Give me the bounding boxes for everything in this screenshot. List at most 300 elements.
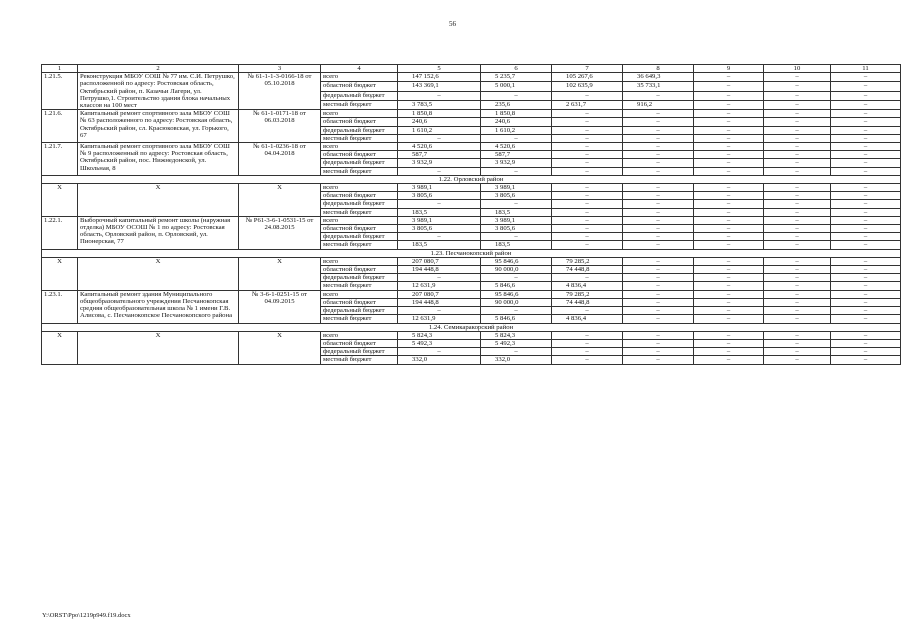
amount-cell: 36 649,3 — [623, 73, 694, 82]
amount-cell: – — [764, 73, 831, 82]
amount-cell: – — [623, 339, 694, 347]
amount-cell: – — [764, 143, 831, 151]
amount-cell: – — [552, 200, 623, 208]
amount-cell: 74 448,8 — [552, 266, 623, 274]
amount-cell: – — [831, 266, 901, 274]
amount-cell: – — [623, 151, 694, 159]
amount-cell: – — [831, 208, 901, 216]
funding-source-label: местный бюджет — [321, 356, 398, 364]
funding-source-label: областной бюджет — [321, 151, 398, 159]
section-title: 1.24. Семикаракорский район — [42, 323, 901, 331]
amount-cell: – — [623, 216, 694, 224]
amount-cell: 5 824,3 — [398, 331, 481, 339]
amount-cell: – — [623, 274, 694, 282]
funding-source-label: всего — [321, 216, 398, 224]
amount-cell: 332,0 — [398, 356, 481, 364]
amount-cell: – — [694, 356, 764, 364]
amount-cell: – — [831, 282, 901, 290]
amount-cell: – — [552, 339, 623, 347]
amount-cell: – — [764, 241, 831, 249]
amount-cell: – — [552, 159, 623, 167]
funding-source-label: местный бюджет — [321, 282, 398, 290]
amount-cell: – — [764, 126, 831, 134]
amount-cell: 207 080,7 — [398, 257, 481, 265]
funding-source-label: областной бюджет — [321, 118, 398, 126]
amount-cell: – — [764, 266, 831, 274]
amount-cell: – — [764, 233, 831, 241]
amount-cell: – — [694, 143, 764, 151]
table-row — [42, 216, 901, 224]
amount-cell: – — [694, 126, 764, 134]
amount-cell: – — [623, 356, 694, 364]
amount-cell: – — [831, 225, 901, 233]
amount-cell: – — [552, 192, 623, 200]
amount-cell: – — [552, 307, 623, 315]
amount-cell: – — [623, 298, 694, 306]
amount-cell: – — [481, 134, 552, 142]
funding-source-label: областной бюджет — [321, 192, 398, 200]
amount-cell: – — [831, 82, 901, 91]
funding-source-label: местный бюджет — [321, 134, 398, 142]
table-row — [42, 110, 901, 118]
amount-cell: – — [694, 266, 764, 274]
amount-cell: – — [764, 134, 831, 142]
amount-cell: – — [552, 151, 623, 159]
amount-cell: – — [623, 307, 694, 315]
amount-cell: – — [764, 290, 831, 298]
amount-cell: – — [552, 143, 623, 151]
amount-cell: – — [831, 192, 901, 200]
column-number-cell: 11 — [831, 65, 901, 73]
item-number: 1.21.6. — [42, 110, 78, 143]
expertise-conclusion: X — [239, 184, 321, 217]
amount-cell: 1 850,8 — [481, 110, 552, 118]
amount-cell: 1 850,8 — [398, 110, 481, 118]
amount-cell: – — [694, 151, 764, 159]
funding-source-label: всего — [321, 143, 398, 151]
amount-cell: 183,5 — [398, 208, 481, 216]
object-name: Капитальный ремонт здания Муниципального общеобразовательного учреждения Песчанокопская средняя общеобразовательная школа № 1 имени Г.В. Алисова, с. Песчанокопское Песчанокопского района — [78, 290, 239, 323]
funding-source-label: областной бюджет — [321, 298, 398, 306]
amount-cell: – — [831, 118, 901, 126]
amount-cell: – — [831, 307, 901, 315]
amount-cell: – — [831, 241, 901, 249]
amount-cell: 143 369,1 — [398, 82, 481, 91]
column-number-cell: 4 — [321, 65, 398, 73]
funding-source-label: всего — [321, 73, 398, 82]
amount-cell: 90 000,0 — [481, 298, 552, 306]
amount-cell: – — [831, 356, 901, 364]
amount-cell: – — [764, 216, 831, 224]
table-row — [42, 73, 901, 82]
amount-cell: – — [552, 126, 623, 134]
amount-cell: 105 267,6 — [552, 73, 623, 82]
amount-cell: – — [623, 118, 694, 126]
amount-cell: – — [552, 208, 623, 216]
financing-table — [41, 64, 901, 365]
amount-cell: 3 805,6 — [398, 225, 481, 233]
table-row — [42, 331, 901, 339]
amount-cell: 207 080,7 — [398, 290, 481, 298]
amount-cell: – — [694, 91, 764, 100]
amount-cell: – — [694, 315, 764, 323]
amount-cell: – — [623, 266, 694, 274]
amount-cell: – — [398, 167, 481, 175]
amount-cell: – — [552, 233, 623, 241]
funding-source-label: федеральный бюджет — [321, 274, 398, 282]
amount-cell: 587,7 — [398, 151, 481, 159]
amount-cell: – — [552, 110, 623, 118]
amount-cell: – — [481, 307, 552, 315]
amount-cell: – — [764, 257, 831, 265]
funding-source-label: всего — [321, 257, 398, 265]
expertise-conclusion: X — [239, 257, 321, 290]
amount-cell: – — [831, 298, 901, 306]
amount-cell: – — [831, 339, 901, 347]
amount-cell: – — [831, 134, 901, 142]
amount-cell: – — [764, 167, 831, 175]
amount-cell: – — [764, 151, 831, 159]
object-name: X — [78, 257, 239, 290]
amount-cell: – — [831, 274, 901, 282]
funding-source-label: местный бюджет — [321, 167, 398, 175]
section-title: 1.23. Песчанокопский район — [42, 249, 901, 257]
expertise-conclusion: № 61-1-0236-18 от 04.04.2018 — [239, 143, 321, 176]
amount-cell: 332,0 — [481, 356, 552, 364]
amount-cell: – — [831, 159, 901, 167]
amount-cell: – — [623, 192, 694, 200]
amount-cell: 4 520,6 — [398, 143, 481, 151]
amount-cell: – — [694, 233, 764, 241]
funding-source-label: областной бюджет — [321, 82, 398, 91]
amount-cell: 183,5 — [481, 208, 552, 216]
amount-cell: – — [398, 307, 481, 315]
amount-cell: 3 805,6 — [398, 192, 481, 200]
amount-cell: – — [831, 110, 901, 118]
amount-cell: – — [831, 216, 901, 224]
item-number: X — [42, 184, 78, 217]
amount-cell: – — [764, 100, 831, 109]
funding-source-label: местный бюджет — [321, 241, 398, 249]
amount-cell: – — [552, 348, 623, 356]
section-header-row — [42, 175, 901, 183]
amount-cell: – — [623, 184, 694, 192]
amount-cell: 4 520,6 — [481, 143, 552, 151]
amount-cell: – — [481, 274, 552, 282]
column-number-cell: 10 — [764, 65, 831, 73]
amount-cell: 79 285,2 — [552, 257, 623, 265]
amount-cell: – — [764, 225, 831, 233]
funding-source-label: федеральный бюджет — [321, 233, 398, 241]
amount-cell: – — [764, 348, 831, 356]
object-name: Реконструкция МБОУ СОШ № 77 им. С.И. Петрушко, расположенной по адресу: Ростовская область, Октябрьский район, п. Казачьи Лагери, ул. Петрушко,1. Строительство здания блока начальных классов на 100 мест — [78, 73, 239, 110]
amount-cell: – — [831, 126, 901, 134]
object-name: Капитальный ремонт спортивного зала МБОУ СОШ № 9 расположенный по адресу: Ростовская область, Октябрьский район, пос. Нижнедонской, ул. Школьная, 8 — [78, 143, 239, 176]
amount-cell: – — [694, 159, 764, 167]
column-number-cell: 7 — [552, 65, 623, 73]
amount-cell: 95 846,6 — [481, 290, 552, 298]
amount-cell: – — [623, 290, 694, 298]
funding-source-label: федеральный бюджет — [321, 126, 398, 134]
amount-cell: 3 805,6 — [481, 192, 552, 200]
amount-cell: – — [552, 225, 623, 233]
amount-cell: – — [623, 126, 694, 134]
amount-cell: 3 989,1 — [481, 184, 552, 192]
column-number-cell: 9 — [694, 65, 764, 73]
funding-source-label: федеральный бюджет — [321, 348, 398, 356]
amount-cell: – — [694, 82, 764, 91]
amount-cell: – — [481, 200, 552, 208]
funding-source-label: всего — [321, 184, 398, 192]
amount-cell: – — [623, 241, 694, 249]
amount-cell: – — [623, 159, 694, 167]
amount-cell: – — [764, 331, 831, 339]
amount-cell: – — [623, 348, 694, 356]
amount-cell: 5 000,1 — [481, 82, 552, 91]
amount-cell: 2 631,7 — [552, 100, 623, 109]
amount-cell: – — [831, 315, 901, 323]
amount-cell: – — [694, 100, 764, 109]
amount-cell: – — [764, 184, 831, 192]
amount-cell: – — [764, 356, 831, 364]
amount-cell: – — [764, 200, 831, 208]
amount-cell: – — [623, 331, 694, 339]
amount-cell: 916,2 — [623, 100, 694, 109]
amount-cell: 3 932,9 — [481, 159, 552, 167]
amount-cell: – — [764, 315, 831, 323]
amount-cell: – — [623, 208, 694, 216]
amount-cell: 3 989,1 — [481, 216, 552, 224]
amount-cell: – — [764, 118, 831, 126]
amount-cell: 1 610,2 — [481, 126, 552, 134]
amount-cell: – — [764, 208, 831, 216]
amount-cell: – — [398, 134, 481, 142]
amount-cell: – — [831, 184, 901, 192]
amount-cell: – — [831, 200, 901, 208]
amount-cell: – — [694, 307, 764, 315]
amount-cell: – — [398, 200, 481, 208]
amount-cell: 5 824,3 — [481, 331, 552, 339]
item-number: 1.21.7. — [42, 143, 78, 176]
expertise-conclusion: № 61-1-0171-18 от 06.03.2018 — [239, 110, 321, 143]
amount-cell: – — [552, 167, 623, 175]
amount-cell: – — [398, 348, 481, 356]
amount-cell: – — [623, 233, 694, 241]
amount-cell: – — [552, 356, 623, 364]
amount-cell: – — [764, 91, 831, 100]
amount-cell: 95 846,6 — [481, 257, 552, 265]
amount-cell: 4 836,4 — [552, 315, 623, 323]
amount-cell: – — [831, 331, 901, 339]
amount-cell: – — [831, 167, 901, 175]
amount-cell: 74 448,8 — [552, 298, 623, 306]
table-row — [42, 257, 901, 265]
amount-cell: – — [623, 200, 694, 208]
amount-cell: – — [831, 100, 901, 109]
expertise-conclusion: X — [239, 331, 321, 364]
funding-source-label: всего — [321, 331, 398, 339]
funding-source-label: федеральный бюджет — [321, 200, 398, 208]
expertise-conclusion: № 61-1-1-3-0166-18 от 05.10.2018 — [239, 73, 321, 110]
section-header-row — [42, 249, 901, 257]
amount-cell: 5 846,6 — [481, 315, 552, 323]
amount-cell: – — [694, 118, 764, 126]
amount-cell: – — [831, 151, 901, 159]
amount-cell: 3 932,9 — [398, 159, 481, 167]
column-number-cell: 8 — [623, 65, 694, 73]
amount-cell: – — [764, 274, 831, 282]
item-number: 1.21.5. — [42, 73, 78, 110]
amount-cell: 3 783,5 — [398, 100, 481, 109]
funding-source-label: местный бюджет — [321, 100, 398, 109]
amount-cell: – — [694, 134, 764, 142]
amount-cell: – — [831, 290, 901, 298]
amount-cell: – — [694, 110, 764, 118]
amount-cell: – — [764, 298, 831, 306]
amount-cell: – — [694, 208, 764, 216]
amount-cell: – — [694, 216, 764, 224]
amount-cell: – — [831, 348, 901, 356]
amount-cell: 3 805,6 — [481, 225, 552, 233]
amount-cell: – — [831, 257, 901, 265]
amount-cell: – — [552, 274, 623, 282]
item-number: X — [42, 257, 78, 290]
amount-cell: – — [552, 134, 623, 142]
amount-cell: – — [623, 225, 694, 233]
section-title: 1.22. Орловский район — [42, 175, 901, 183]
amount-cell: 587,7 — [481, 151, 552, 159]
table-row — [42, 143, 901, 151]
amount-cell: – — [552, 184, 623, 192]
amount-cell: 5 492,3 — [398, 339, 481, 347]
amount-cell: – — [694, 167, 764, 175]
table-row — [42, 290, 901, 298]
amount-cell: – — [831, 73, 901, 82]
amount-cell: 183,5 — [481, 241, 552, 249]
amount-cell: 12 631,9 — [398, 315, 481, 323]
amount-cell: – — [623, 167, 694, 175]
amount-cell: – — [831, 233, 901, 241]
object-name: Выборочный капитальный ремонт школы (наружная отделка) МБОУ ОСОШ № 1 по адресу: Ростовская область, Орловский район, п. Орловский, ул. Пионерская, 77 — [78, 216, 239, 249]
amount-cell: – — [552, 241, 623, 249]
amount-cell: 102 635,9 — [552, 82, 623, 91]
funding-source-label: областной бюджет — [321, 266, 398, 274]
amount-cell: – — [623, 110, 694, 118]
funding-source-label: всего — [321, 290, 398, 298]
amount-cell: – — [481, 167, 552, 175]
item-number: X — [42, 331, 78, 364]
column-number-cell: 6 — [481, 65, 552, 73]
funding-source-label: местный бюджет — [321, 315, 398, 323]
amount-cell: – — [398, 274, 481, 282]
amount-cell: 194 448,8 — [398, 266, 481, 274]
amount-cell: – — [694, 298, 764, 306]
amount-cell: – — [398, 233, 481, 241]
amount-cell: – — [764, 339, 831, 347]
amount-cell: 1 610,2 — [398, 126, 481, 134]
amount-cell: – — [764, 110, 831, 118]
amount-cell: – — [481, 91, 552, 100]
amount-cell: – — [694, 339, 764, 347]
amount-cell: – — [764, 159, 831, 167]
amount-cell: 3 989,1 — [398, 184, 481, 192]
amount-cell: 4 836,4 — [552, 282, 623, 290]
column-number-row — [42, 65, 901, 73]
amount-cell: 235,6 — [481, 100, 552, 109]
amount-cell: – — [694, 331, 764, 339]
amount-cell: – — [694, 241, 764, 249]
amount-cell: – — [398, 91, 481, 100]
amount-cell: 5 492,3 — [481, 339, 552, 347]
amount-cell: – — [694, 192, 764, 200]
amount-cell: – — [694, 200, 764, 208]
column-number-cell: 2 — [78, 65, 239, 73]
funding-source-label: областной бюджет — [321, 225, 398, 233]
funding-source-label: федеральный бюджет — [321, 307, 398, 315]
object-name: Капитальный ремонт спортивного зала МБОУ СОШ № 63 расположенного по адресу: Ростовская область, Октябрьский район, сл. Красюковская, ул. Горького, 67 — [78, 110, 239, 143]
object-name: X — [78, 331, 239, 364]
amount-cell: 90 000,0 — [481, 266, 552, 274]
amount-cell: – — [694, 225, 764, 233]
amount-cell: 147 152,6 — [398, 73, 481, 82]
amount-cell: – — [764, 192, 831, 200]
amount-cell: – — [552, 331, 623, 339]
amount-cell: – — [764, 82, 831, 91]
amount-cell: – — [764, 282, 831, 290]
item-number: 1.23.1. — [42, 290, 78, 323]
table-row — [42, 184, 901, 192]
amount-cell: 3 989,1 — [398, 216, 481, 224]
amount-cell: – — [694, 274, 764, 282]
amount-cell: 240,6 — [398, 118, 481, 126]
amount-cell: – — [552, 216, 623, 224]
file-path-footer: Y:\ORST\Ppo\1219p949.f19.docx — [42, 612, 131, 619]
column-number-cell: 5 — [398, 65, 481, 73]
amount-cell: 5 235,7 — [481, 73, 552, 82]
amount-cell: – — [481, 348, 552, 356]
amount-cell: – — [552, 118, 623, 126]
funding-source-label: местный бюджет — [321, 208, 398, 216]
amount-cell: – — [694, 73, 764, 82]
amount-cell: – — [764, 307, 831, 315]
amount-cell: – — [552, 91, 623, 100]
item-number: 1.22.1. — [42, 216, 78, 249]
amount-cell: – — [623, 134, 694, 142]
expertise-conclusion: № Р61-3-6-1-0531-15 от 24.08.2015 — [239, 216, 321, 249]
amount-cell: – — [623, 257, 694, 265]
expertise-conclusion: № 3-6-1-0251-15 от 04.09.2015 — [239, 290, 321, 323]
amount-cell: – — [694, 290, 764, 298]
amount-cell: – — [694, 282, 764, 290]
amount-cell: 240,6 — [481, 118, 552, 126]
amount-cell: – — [694, 348, 764, 356]
object-name: X — [78, 184, 239, 217]
amount-cell: 5 846,6 — [481, 282, 552, 290]
column-number-cell: 3 — [239, 65, 321, 73]
amount-cell: 194 448,8 — [398, 298, 481, 306]
amount-cell: – — [694, 184, 764, 192]
amount-cell: – — [623, 315, 694, 323]
funding-source-label: федеральный бюджет — [321, 91, 398, 100]
funding-source-label: всего — [321, 110, 398, 118]
amount-cell: – — [623, 143, 694, 151]
column-number-cell: 1 — [42, 65, 78, 73]
amount-cell: – — [831, 91, 901, 100]
section-header-row — [42, 323, 901, 331]
amount-cell: – — [623, 282, 694, 290]
amount-cell: 183,5 — [398, 241, 481, 249]
page-number: 56 — [449, 20, 456, 28]
